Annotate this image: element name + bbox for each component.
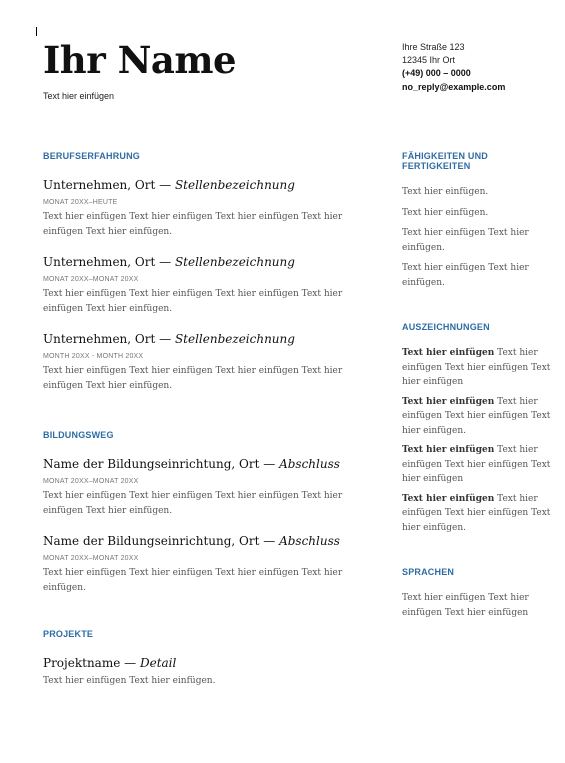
- entry-date[interactable]: MONAT 20XX–HEUTE: [43, 199, 118, 206]
- entry-title[interactable]: [43, 534, 353, 549]
- entry-role: Stellenbezeichnung: [174, 255, 295, 269]
- entry-place: Ort —: [235, 457, 280, 471]
- award-bold-text: Text hier einfügen: [402, 445, 495, 455]
- skills-list: [402, 185, 552, 290]
- entry-place: —: [120, 656, 140, 670]
- languages-text[interactable]: Text hier einfügen Text hier einfügen Text hier einfügen: [402, 593, 529, 618]
- award-bold-text: Text hier einfügen: [402, 348, 495, 358]
- entry-description[interactable]: Text hier einfügen Text hier einfügen Text hier einfügen Text hier einfügen Text hier einfügen.: [43, 289, 343, 314]
- experience-entry: [43, 332, 353, 393]
- entry-org: Name der Bildungseinrichtung,: [43, 457, 236, 471]
- contact-email[interactable]: no_reply@example.com: [402, 81, 506, 92]
- entry-org: Projektname: [43, 656, 121, 670]
- entry-description[interactable]: Text hier einfügen Text hier einfügen Text hier einfügen Text hier einfügen.: [43, 568, 343, 593]
- entry-description[interactable]: Text hier einfügen Text hier einfügen Text hier einfügen Text hier einfügen Text hier einfügen.: [43, 366, 343, 391]
- award-bold-text: Text hier einfügen: [402, 396, 495, 407]
- skill-item[interactable]: Text hier einfügen Text hier einfügen.: [402, 263, 529, 288]
- right-column: [402, 151, 552, 620]
- awards-list: [402, 346, 552, 535]
- entry-role: Abschluss: [279, 457, 340, 471]
- entry-date[interactable]: MONAT 20XX–MONAT 20XX: [43, 276, 139, 283]
- section-heading-awards[interactable]: AUSZEICHNUNGEN: [402, 322, 490, 332]
- entry-date[interactable]: MONTH 20XX - MONTH 20XX: [43, 353, 144, 360]
- section-heading-education[interactable]: BILDUNGSWEG: [43, 430, 114, 440]
- skill-item[interactable]: Text hier einfügen Text hier einfügen.: [402, 228, 529, 253]
- entry-title[interactable]: [43, 255, 353, 270]
- entry-org: Unternehmen,: [43, 178, 132, 192]
- entry-role: Abschluss: [279, 534, 340, 548]
- section-heading-projects[interactable]: PROJEKTE: [43, 629, 94, 639]
- education-entry: [43, 457, 353, 518]
- entry-org: Unternehmen,: [43, 255, 132, 269]
- contact-phone[interactable]: (+49) 000 – 0000: [402, 68, 471, 79]
- entry-title[interactable]: [43, 178, 353, 193]
- entry-role: Stellenbezeichnung: [174, 178, 295, 192]
- entry-description[interactable]: Text hier einfügen Text hier einfügen Text hier einfügen Text hier einfügen Text hier einfügen.: [43, 212, 343, 237]
- award-item[interactable]: [402, 443, 552, 487]
- award-item[interactable]: [402, 492, 552, 536]
- entry-role: Detail: [139, 656, 177, 670]
- entry-date[interactable]: MONAT 20XX–MONAT 20XX: [43, 478, 139, 485]
- award-text: Text hier einfügen Text hier einfügen Text hier einfügen: [402, 348, 551, 387]
- entry-org: Unternehmen,: [43, 332, 132, 346]
- resume-subtitle[interactable]: Text hier einfügen: [43, 91, 115, 101]
- contact-block: [402, 41, 505, 94]
- contact-street[interactable]: Ihre Straße 123: [402, 42, 465, 52]
- experience-entry: [43, 255, 353, 316]
- award-text: Text hier einfügen Text hier einfügen Text hier einfügen.: [402, 396, 551, 436]
- resume-name[interactable]: Ihr Name: [43, 38, 237, 82]
- entry-place: Ort —: [235, 534, 280, 548]
- entry-title[interactable]: [43, 457, 353, 472]
- award-item[interactable]: [402, 346, 552, 390]
- entry-place: Ort —: [131, 255, 175, 269]
- skill-item[interactable]: Text hier einfügen.: [402, 187, 489, 197]
- entry-title[interactable]: [43, 332, 353, 347]
- entry-place: Ort —: [131, 178, 175, 192]
- entry-description[interactable]: Text hier einfügen Text hier einfügen Text hier einfügen Text hier einfügen Text hier einfügen.: [43, 491, 343, 516]
- skill-item[interactable]: Text hier einfügen.: [402, 207, 489, 218]
- award-item[interactable]: [402, 395, 552, 439]
- entry-place: Ort —: [131, 332, 175, 346]
- entry-description[interactable]: Text hier einfügen Text hier einfügen.: [43, 676, 216, 686]
- section-heading-languages[interactable]: SPRACHEN: [402, 567, 455, 577]
- project-entry: [43, 656, 353, 689]
- entry-role: Stellenbezeichnung: [174, 332, 295, 346]
- entry-org: Name der Bildungseinrichtung,: [43, 534, 236, 548]
- award-text: Text hier einfügen Text hier einfügen Text hier einfügen: [402, 445, 551, 484]
- entry-date[interactable]: MONAT 20XX–MONAT 20XX: [43, 555, 139, 562]
- contact-city[interactable]: 12345 Ihr Ort: [402, 55, 456, 66]
- section-heading-skills[interactable]: FÄHIGKEITEN UND FERTIGKEITEN: [402, 151, 488, 171]
- entry-title[interactable]: [43, 656, 353, 671]
- award-bold-text: Text hier einfügen: [402, 493, 495, 504]
- education-entry: [43, 534, 353, 595]
- left-column: [43, 151, 353, 689]
- text-cursor: [36, 27, 37, 36]
- award-text: Text hier einfügen Text hier einfügen Text hier einfügen.: [402, 493, 551, 533]
- section-heading-experience[interactable]: BERUFSERFAHRUNG: [43, 151, 141, 161]
- experience-entry: [43, 178, 353, 239]
